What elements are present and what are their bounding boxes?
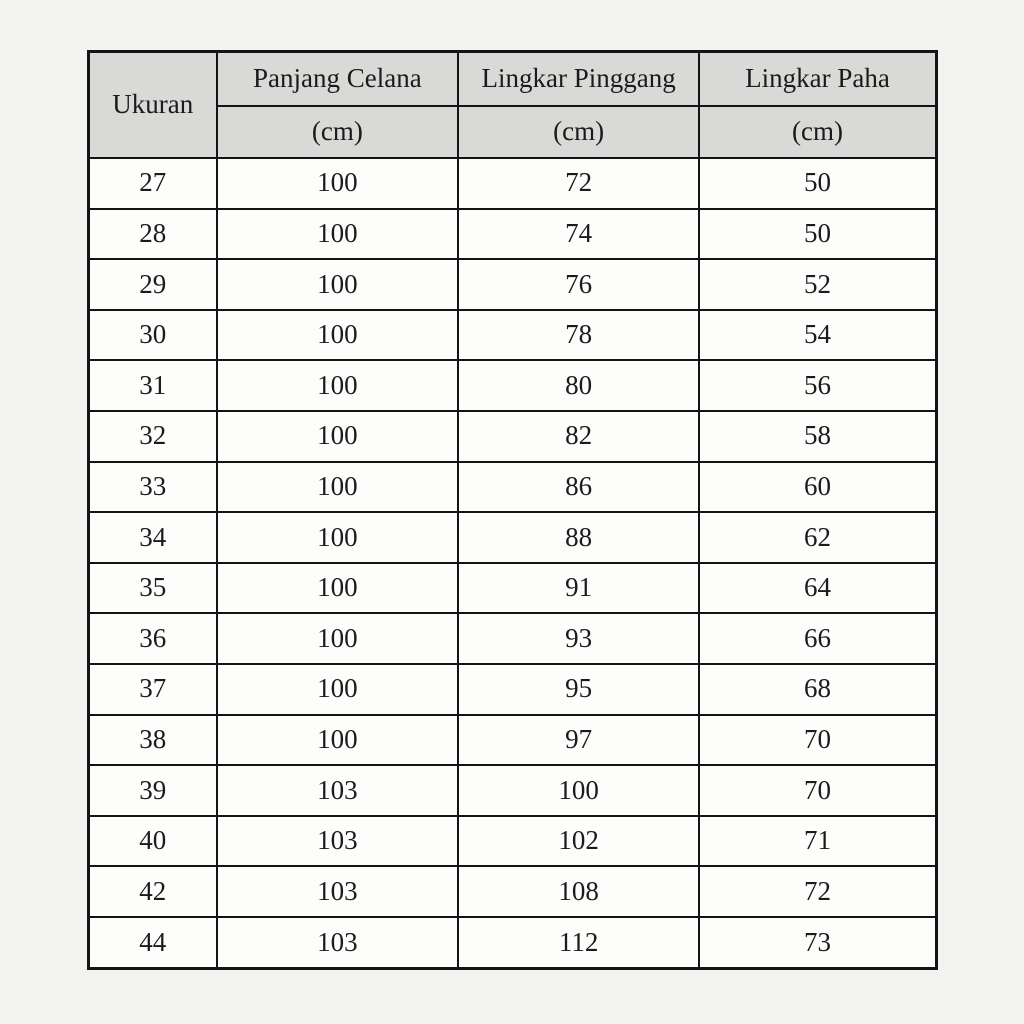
header-size: Ukuran (89, 52, 217, 159)
waist-circumference-cell: 100 (458, 765, 699, 816)
waist-circumference-cell: 97 (458, 715, 699, 766)
waist-circumference-cell: 91 (458, 563, 699, 614)
pants-length-cell: 100 (217, 310, 459, 361)
pants-length-cell: 100 (217, 664, 459, 715)
thigh-circumference-cell: 73 (699, 917, 936, 969)
size-cell: 42 (89, 866, 217, 917)
table-body (89, 158, 937, 969)
table-row (89, 310, 937, 361)
waist-circumference-cell: 86 (458, 462, 699, 513)
table-row (89, 816, 937, 867)
size-cell: 39 (89, 765, 217, 816)
header-waist-circumference-unit: (cm) (458, 106, 699, 158)
pants-length-cell: 100 (217, 715, 459, 766)
table-header (89, 52, 937, 159)
waist-circumference-cell: 72 (458, 158, 699, 209)
table-row (89, 411, 937, 462)
waist-circumference-cell: 80 (458, 360, 699, 411)
pants-length-cell: 100 (217, 360, 459, 411)
waist-circumference-cell: 78 (458, 310, 699, 361)
thigh-circumference-cell: 64 (699, 563, 936, 614)
size-cell: 44 (89, 917, 217, 969)
pants-length-cell: 100 (217, 411, 459, 462)
pants-length-cell: 100 (217, 462, 459, 513)
thigh-circumference-cell: 60 (699, 462, 936, 513)
table-row (89, 563, 937, 614)
table-row (89, 209, 937, 260)
size-cell: 37 (89, 664, 217, 715)
size-cell: 28 (89, 209, 217, 260)
pants-length-cell: 103 (217, 765, 459, 816)
thigh-circumference-cell: 71 (699, 816, 936, 867)
waist-circumference-cell: 95 (458, 664, 699, 715)
size-cell: 30 (89, 310, 217, 361)
waist-circumference-cell: 74 (458, 209, 699, 260)
table-row (89, 360, 937, 411)
size-cell: 34 (89, 512, 217, 563)
thigh-circumference-cell: 66 (699, 613, 936, 664)
size-cell: 27 (89, 158, 217, 209)
header-thigh-circumference: Lingkar Paha (699, 52, 936, 107)
size-chart-table (87, 50, 938, 970)
pants-length-cell: 100 (217, 209, 459, 260)
table-row (89, 765, 937, 816)
size-cell: 40 (89, 816, 217, 867)
pants-length-cell: 100 (217, 158, 459, 209)
pants-length-cell: 100 (217, 259, 459, 310)
table-row (89, 512, 937, 563)
pants-length-cell: 103 (217, 866, 459, 917)
table-row (89, 715, 937, 766)
waist-circumference-cell: 108 (458, 866, 699, 917)
thigh-circumference-cell: 54 (699, 310, 936, 361)
size-cell: 38 (89, 715, 217, 766)
header-pants-length: Panjang Celana (217, 52, 459, 107)
header-row-units (89, 106, 937, 158)
pants-length-cell: 100 (217, 512, 459, 563)
thigh-circumference-cell: 56 (699, 360, 936, 411)
table-row (89, 917, 937, 969)
pants-length-cell: 103 (217, 917, 459, 969)
pants-length-cell: 100 (217, 613, 459, 664)
waist-circumference-cell: 76 (458, 259, 699, 310)
table-row (89, 613, 937, 664)
table-row (89, 664, 937, 715)
pants-length-cell: 100 (217, 563, 459, 614)
header-pants-length-unit: (cm) (217, 106, 459, 158)
waist-circumference-cell: 82 (458, 411, 699, 462)
size-cell: 35 (89, 563, 217, 614)
thigh-circumference-cell: 62 (699, 512, 936, 563)
waist-circumference-cell: 102 (458, 816, 699, 867)
thigh-circumference-cell: 52 (699, 259, 936, 310)
thigh-circumference-cell: 50 (699, 158, 936, 209)
header-thigh-circumference-unit: (cm) (699, 106, 936, 158)
table-row (89, 462, 937, 513)
size-cell: 29 (89, 259, 217, 310)
waist-circumference-cell: 93 (458, 613, 699, 664)
thigh-circumference-cell: 58 (699, 411, 936, 462)
size-cell: 31 (89, 360, 217, 411)
waist-circumference-cell: 88 (458, 512, 699, 563)
thigh-circumference-cell: 70 (699, 765, 936, 816)
pants-length-cell: 103 (217, 816, 459, 867)
waist-circumference-cell: 112 (458, 917, 699, 969)
thigh-circumference-cell: 70 (699, 715, 936, 766)
thigh-circumference-cell: 72 (699, 866, 936, 917)
size-cell: 32 (89, 411, 217, 462)
table-row (89, 259, 937, 310)
header-row-names (89, 52, 937, 107)
table-row (89, 158, 937, 209)
table-row (89, 866, 937, 917)
thigh-circumference-cell: 50 (699, 209, 936, 260)
header-waist-circumference: Lingkar Pinggang (458, 52, 699, 107)
thigh-circumference-cell: 68 (699, 664, 936, 715)
size-cell: 36 (89, 613, 217, 664)
size-cell: 33 (89, 462, 217, 513)
